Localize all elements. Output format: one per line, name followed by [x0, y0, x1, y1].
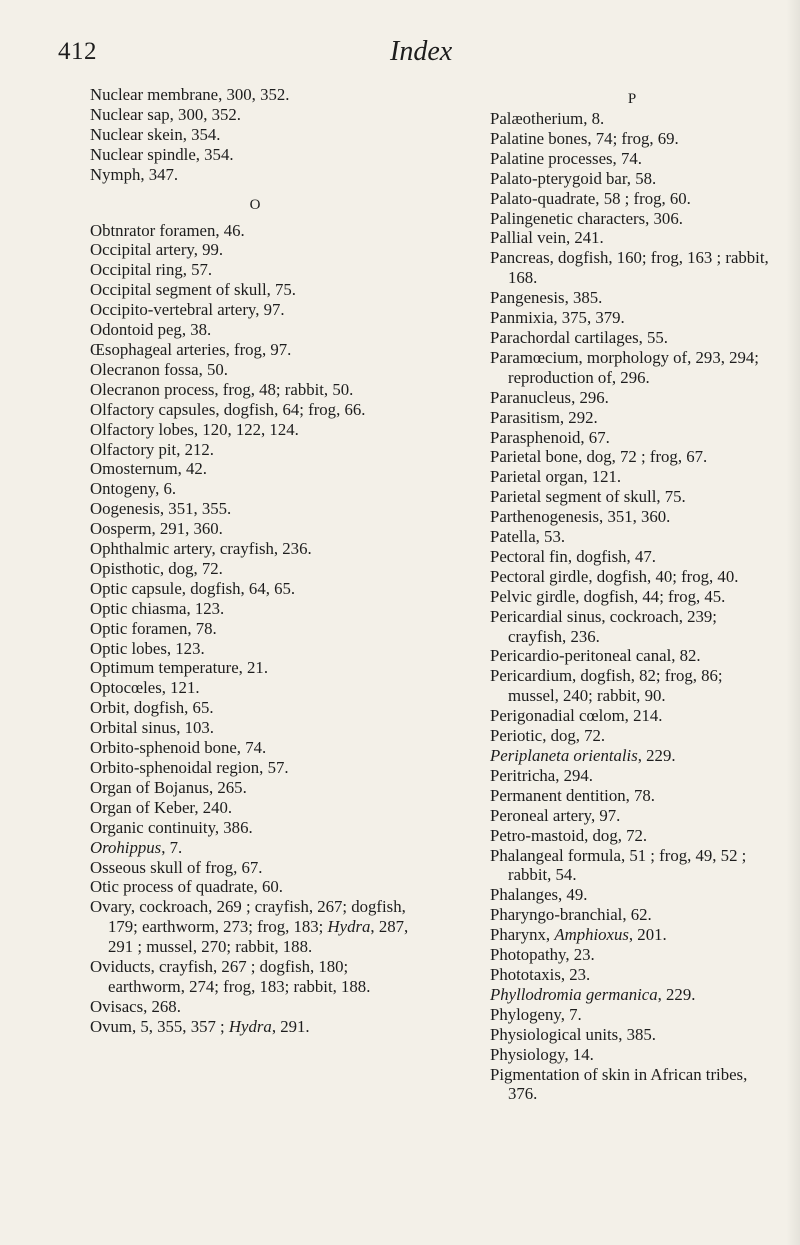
index-entry: Parietal bone, dog, 72 ; frog, 67.	[490, 447, 708, 467]
index-entry: Phyllodromia germanica, 229.	[490, 984, 696, 1004]
index-entry: Parthenogenesis, 351, 360.	[490, 507, 671, 527]
index-entry: Pangenesis, 385.	[490, 288, 603, 308]
index-entry: Orbital sinus, 103.	[90, 718, 214, 738]
index-entry: Optic lobes, 123.	[90, 638, 205, 658]
index-entry: Ovisacs, 268.	[90, 996, 181, 1016]
index-entry: Occipito-vertebral artery, 97.	[90, 300, 285, 320]
index-entry: Orbito-sphenoid bone, 74.	[90, 738, 267, 758]
index-entry: Parasitism, 292.	[490, 407, 598, 427]
index-entry: Pericardio-peritoneal canal, 82.	[490, 646, 701, 666]
index-entry: Organic continuity, 386.	[90, 817, 253, 837]
index-entry: Odontoid peg, 38.	[90, 320, 212, 340]
index-entry: Organ of Keber, 240.	[90, 797, 233, 817]
index-entry: Parasphenoid, 67.	[490, 427, 610, 447]
index-entry: Optocœles, 121.	[90, 678, 200, 698]
index-entry: Ovum, 5, 355, 357 ; Hydra, 291.	[90, 1016, 310, 1036]
index-column-left	[90, 85, 420, 1037]
index-entry: Ophthalmic artery, crayfish, 236.	[90, 539, 312, 559]
index-entry: Nuclear membrane, 300, 352.	[90, 85, 290, 104]
index-entry: Pharynx, Amphioxus, 201.	[490, 925, 667, 945]
index-entry: Pancreas, dogfish, 160; frog, 163 ; rabbit, 168.	[490, 248, 769, 288]
index-entry: Olfactory lobes, 120, 122, 124.	[90, 419, 299, 439]
index-entry: Phototaxis, 23.	[490, 964, 591, 984]
index-group-p	[490, 109, 774, 1104]
index-entry: Panmixia, 375, 379.	[490, 308, 625, 328]
index-entry: Nuclear skein, 354.	[90, 124, 221, 144]
index-entry: Otic process of quadrate, 60.	[90, 877, 283, 897]
index-entry: Nuclear spindle, 354.	[90, 144, 234, 164]
index-entry: Olecranon process, frog, 48; rabbit, 50.	[90, 379, 354, 399]
index-entry: Olfactory capsules, dogfish, 64; frog, 66.	[90, 399, 366, 419]
index-entry: Pericardial sinus, cockroach, 239; crayfish, 236.	[490, 606, 717, 646]
index-entry: Oviducts, crayfish, 267 ; dogfish, 180; earthworm, 274; frog, 183; rabbit, 188.	[90, 957, 371, 996]
index-entry: Olecranon fossa, 50.	[90, 359, 228, 379]
index-entry: Pericardium, dogfish, 82; frog, 86; mussel, 240; rabbit, 90.	[490, 666, 723, 706]
index-group-o	[90, 221, 420, 1037]
index-entry: Peritricha, 294.	[490, 765, 593, 785]
index-entry: Photopathy, 23.	[490, 945, 595, 965]
index-entry: Periplaneta orientalis, 229.	[490, 746, 676, 765]
page-number: 412	[58, 38, 97, 65]
index-entry: Nuclear sap, 300, 352.	[90, 104, 241, 124]
index-entry: Optic chiasma, 123.	[90, 598, 225, 618]
index-entry: Oogenesis, 351, 355.	[90, 499, 232, 519]
index-entry: Osseous skull of frog, 67.	[90, 857, 263, 877]
index-entry: Palingenetic characters, 306.	[490, 208, 683, 228]
index-entry: Petro-mastoid, dog, 72.	[490, 825, 648, 845]
index-entry: Pelvic girdle, dogfish, 44; frog, 45.	[490, 586, 726, 606]
index-entry: Olfactory pit, 212.	[90, 439, 214, 459]
index-entry: Optimum temperature, 21.	[90, 658, 269, 678]
index-entry: Optic capsule, dogfish, 64, 65.	[90, 578, 296, 598]
index-entry: Obtnrator foramen, 46.	[90, 220, 245, 240]
index-entry: Phylogeny, 7.	[490, 1004, 582, 1024]
index-entry: Palato-pterygoid bar, 58.	[490, 168, 657, 188]
index-entry: Pectoral fin, dogfish, 47.	[490, 546, 656, 566]
running-head: Index	[390, 36, 453, 67]
index-entry: Organ of Bojanus, 265.	[90, 777, 247, 797]
index-entry: Perigonadial cœlom, 214.	[490, 706, 663, 726]
index-entry: Paramœcium, morphology of, 293, 294; reproduction of, 296.	[490, 347, 759, 387]
index-group-n	[90, 85, 420, 185]
index-entry: Permanent dentition, 78.	[490, 785, 655, 805]
index-entry: Pectoral girdle, dogfish, 40; frog, 40.	[490, 566, 739, 586]
index-entry: Phalanges, 49.	[490, 885, 588, 905]
index-entry: Orbito-sphenoidal region, 57.	[90, 758, 289, 777]
index-entry: Pallial vein, 241.	[490, 228, 604, 248]
index-entry: Palatine processes, 74.	[490, 148, 642, 168]
index-entry: Ovary, cockroach, 269 ; crayfish, 267; dogfish, 179; earthworm, 273; frog, 183; Hydra, 287, 291 ; mussel, 270; rabbit, 188.	[90, 897, 409, 957]
index-entry: Occipital ring, 57.	[90, 260, 213, 280]
index-entry: Periotic, dog, 72.	[490, 726, 606, 746]
index-entry: Palæotherium, 8.	[490, 109, 605, 128]
index-entry: Occipital artery, 99.	[90, 240, 224, 260]
index-entry: Peroneal artery, 97.	[490, 805, 621, 825]
index-entry: Parietal segment of skull, 75.	[490, 487, 686, 507]
index-entry: Palato-quadrate, 58 ; frog, 60.	[490, 188, 691, 208]
index-entry: Opisthotic, dog, 72.	[90, 558, 223, 578]
index-entry: Parietal organ, 121.	[490, 467, 622, 487]
index-entry: Parachordal cartilages, 55.	[490, 327, 668, 347]
index-entry: Physiology, 14.	[490, 1044, 594, 1064]
index-entry: Nymph, 347.	[90, 164, 179, 184]
index-entry: Orbit, dogfish, 65.	[90, 698, 214, 718]
section-letter-p: P	[627, 91, 637, 107]
index-entry: Oosperm, 291, 360.	[90, 519, 223, 539]
section-letter-o: O	[249, 196, 261, 213]
index-entry: Pharyngo-branchial, 62.	[490, 905, 652, 925]
index-entry: Œsophageal arteries, frog, 97.	[90, 339, 292, 359]
index-entry: Patella, 53.	[490, 527, 566, 547]
index-entry: Paranucleus, 296.	[490, 387, 609, 407]
page-edge-shadow	[786, 0, 800, 1245]
index-entry: Palatine bones, 74; frog, 69.	[490, 128, 679, 148]
index-entry: Ontogeny, 6.	[90, 479, 177, 499]
index-entry: Orohippus, 7.	[90, 837, 183, 857]
index-entry: Physiological units, 385.	[490, 1024, 656, 1044]
index-entry: Occipital segment of skull, 75.	[90, 280, 296, 300]
page-header	[0, 34, 800, 74]
index-entry: Phalangeal formula, 51 ; frog, 49, 52 ; rabbit, 54.	[490, 845, 747, 885]
index-entry: Omosternum, 42.	[90, 459, 207, 479]
index-column-right	[490, 85, 774, 1104]
index-entry: Optic foramen, 78.	[90, 618, 217, 638]
index-entry: Pigmentation of skin in African tribes, 376.	[490, 1064, 748, 1104]
